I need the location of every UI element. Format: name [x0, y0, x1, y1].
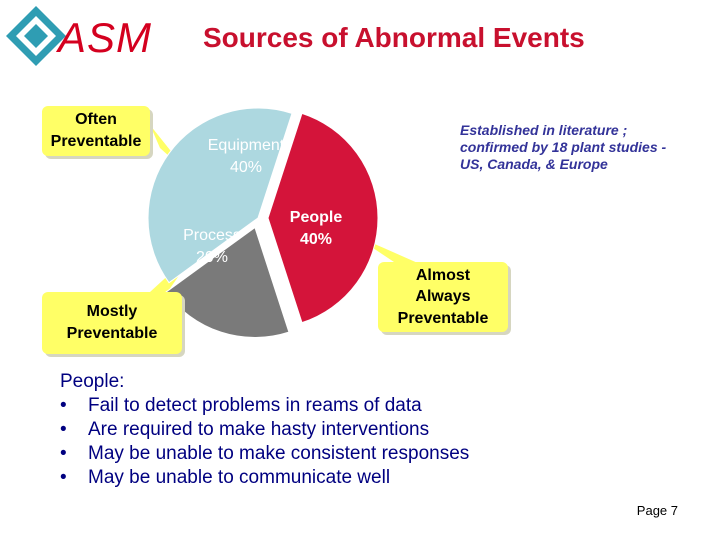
logo-text: ASM [58, 14, 153, 61]
callout-often-text: Often Preventable [50, 111, 142, 150]
literature-note: Established in literature ; confirmed by 18 plant studies - US, Canada, & Europe [460, 122, 667, 172]
callout-almost-text: Almost Always Preventable [397, 266, 489, 327]
people-bullets [60, 394, 469, 490]
people-bullet-item: • Are required to make hasty interventions [60, 418, 469, 442]
people-bullet-item: • Fail to detect problems in reams of data [60, 394, 469, 418]
page-title: Sources of Abnormal Events [203, 22, 585, 53]
callout-almost-always-preventable [378, 262, 508, 332]
pie-label-people: People 40% [289, 209, 343, 248]
people-heading: People: [60, 371, 125, 392]
pie-label-process: Process 20% [183, 227, 241, 266]
callout-mostly-preventable [42, 292, 182, 354]
people-bullet-item: • May be unable to communicate well [60, 466, 469, 490]
page-number: Page 7 [636, 503, 678, 518]
callout-often-preventable [42, 106, 150, 156]
pie-label-equipment: Equipment 40% [207, 137, 285, 176]
people-list [60, 370, 469, 490]
people-bullet-item: • May be unable to make consistent responses [60, 442, 469, 466]
callout-mostly-text: Mostly Preventable [66, 303, 158, 342]
